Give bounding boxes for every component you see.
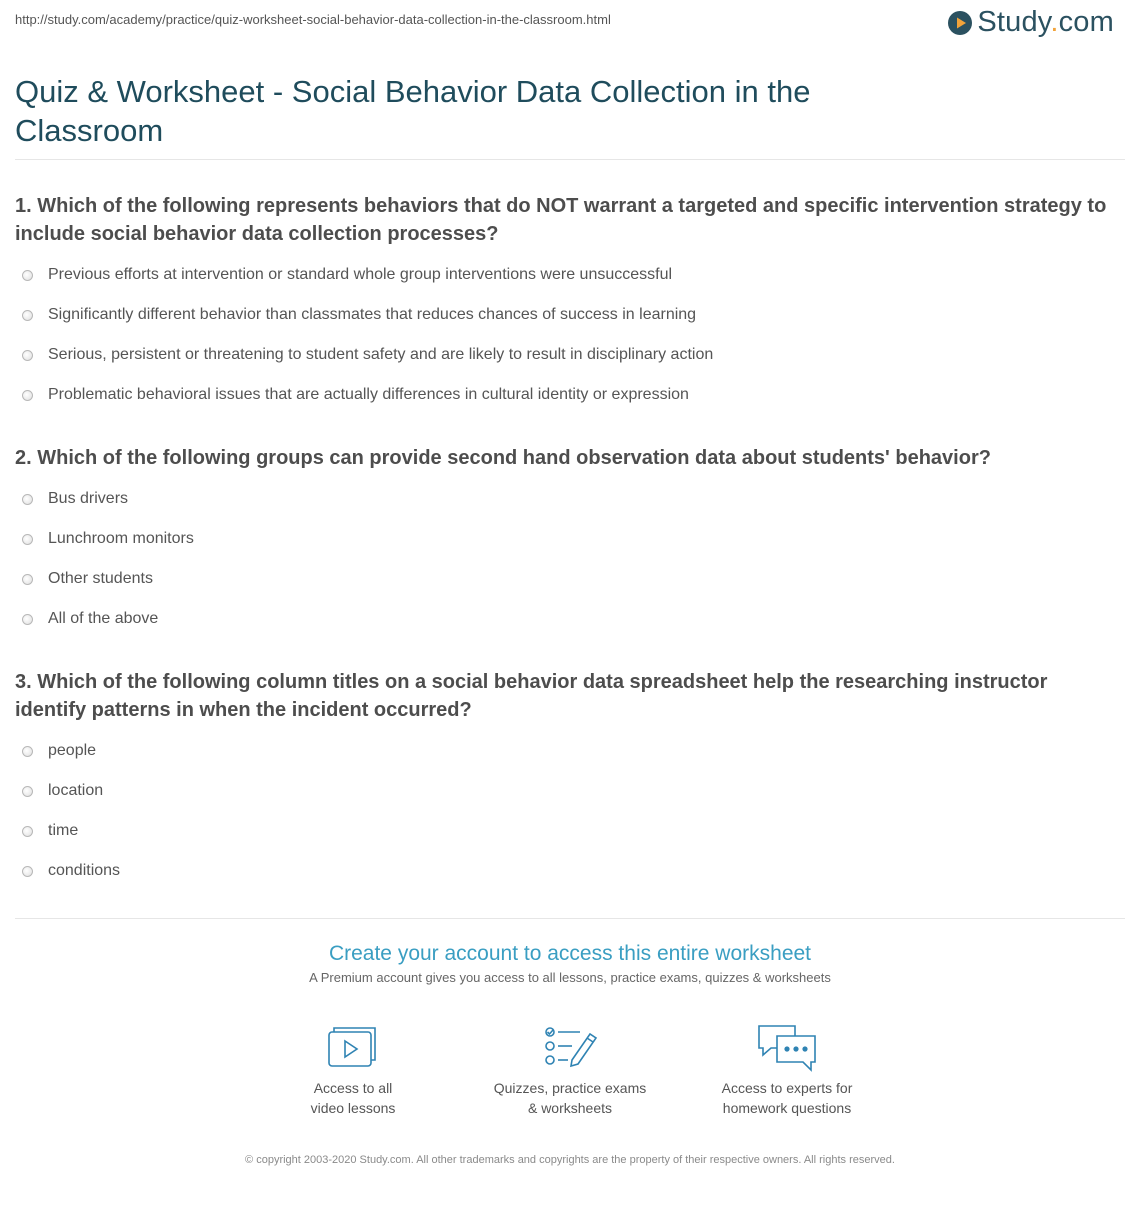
question-2-options — [22, 479, 194, 639]
feature-label-line2: homework questions — [722, 1100, 852, 1116]
feature-label-line1: Quizzes, practice exams — [493, 1080, 647, 1096]
question-3: 3. Which of the following column titles on a social behavior data spreadsheet help the researching instructor identify patterns in when the incident occurred? — [15, 671, 1048, 721]
feature-video-lessons — [245, 1022, 462, 1118]
feature-label-line1: Access to all — [313, 1080, 393, 1096]
logo-dot: . — [1050, 6, 1059, 38]
radio-button[interactable] — [22, 614, 33, 625]
feature-experts — [679, 1022, 896, 1118]
answer-option[interactable] — [22, 599, 194, 639]
logo-wordmark — [977, 6, 1114, 39]
radio-button[interactable] — [22, 826, 33, 837]
cta-subtitle: A Premium account gives you access to all lessons, practice exams, quizzes & worksheets — [309, 970, 831, 985]
answer-option[interactable] — [22, 335, 713, 375]
radio-button[interactable] — [22, 574, 33, 585]
answer-option-text: Lunchroom monitors — [48, 530, 194, 547]
logo-suffix: com — [1058, 6, 1114, 38]
answer-option-text: Significantly different behavior than classmates that reduces chances of success in learning — [48, 306, 697, 323]
radio-button[interactable] — [22, 494, 33, 505]
page-url: http://study.com/academy/practice/quiz-worksheet-social-behavior-data-collection-in-the-classroom.html — [15, 12, 611, 27]
answer-option[interactable] — [22, 811, 120, 851]
answer-option[interactable] — [22, 375, 713, 415]
radio-button[interactable] — [22, 310, 33, 321]
answer-option-text: conditions — [48, 862, 121, 879]
answer-option-text: Serious, persistent or threatening to student safety and are likely to result in disciplinary action — [48, 346, 714, 363]
answer-option[interactable] — [22, 255, 713, 295]
radio-button[interactable] — [22, 786, 33, 797]
premium-features — [0, 1022, 1140, 1118]
answer-option[interactable] — [22, 295, 713, 335]
question-3-options — [22, 731, 120, 891]
answer-option-text: time — [48, 822, 79, 839]
title-divider — [15, 159, 1125, 160]
cta-section — [0, 942, 1140, 985]
question-2: 2. Which of the following groups can provide second hand observation data about students' behavior? — [15, 447, 991, 469]
feature-quizzes — [462, 1022, 679, 1118]
video-lessons-icon — [325, 1022, 381, 1072]
feature-label-line2: & worksheets — [527, 1100, 613, 1116]
page-title: Quiz & Worksheet - Social Behavior Data Collection in the Classroom — [15, 74, 811, 148]
question-1: 1. Which of the following represents behaviors that do NOT warrant a targeted and specific intervention strategy to include social behavior data collection processes? — [15, 195, 1107, 245]
radio-button[interactable] — [22, 270, 33, 281]
play-circle-icon — [947, 10, 973, 36]
radio-button[interactable] — [22, 350, 33, 361]
answer-option[interactable] — [22, 851, 120, 891]
radio-button[interactable] — [22, 534, 33, 545]
radio-button[interactable] — [22, 866, 33, 877]
quiz-checklist-icon — [542, 1022, 598, 1072]
study-logo[interactable] — [947, 6, 1114, 39]
radio-button[interactable] — [22, 746, 33, 757]
answer-option[interactable] — [22, 771, 120, 811]
chat-bubbles-icon — [755, 1022, 819, 1072]
answer-option-text: location — [48, 782, 104, 799]
feature-label-line1: Access to experts for — [721, 1080, 853, 1096]
answer-option-text: Previous efforts at intervention or standard whole group interventions were unsuccessful — [48, 266, 673, 283]
cta-title-link[interactable]: Create your account to access this entire worksheet — [328, 942, 812, 965]
logo-text: Study — [977, 6, 1051, 38]
feature-label-line2: video lessons — [310, 1100, 396, 1116]
answer-option-text: Bus drivers — [48, 490, 129, 507]
answer-option[interactable] — [22, 519, 194, 559]
answer-option[interactable] — [22, 479, 194, 519]
copyright-notice: © copyright 2003-2020 Study.com. All other trademarks and copyrights are the property of their respective owners. All rights reserved. — [245, 1154, 895, 1166]
answer-option-text: All of the above — [48, 610, 159, 627]
question-1-options — [22, 255, 713, 415]
answer-option[interactable] — [22, 731, 120, 771]
answer-option-text: Other students — [48, 570, 153, 587]
radio-button[interactable] — [22, 390, 33, 401]
answer-option[interactable] — [22, 559, 194, 599]
answer-option-text: people — [48, 742, 97, 759]
content-divider — [15, 918, 1125, 919]
answer-option-text: Problematic behavioral issues that are actually differences in cultural identity or expression — [48, 386, 689, 403]
